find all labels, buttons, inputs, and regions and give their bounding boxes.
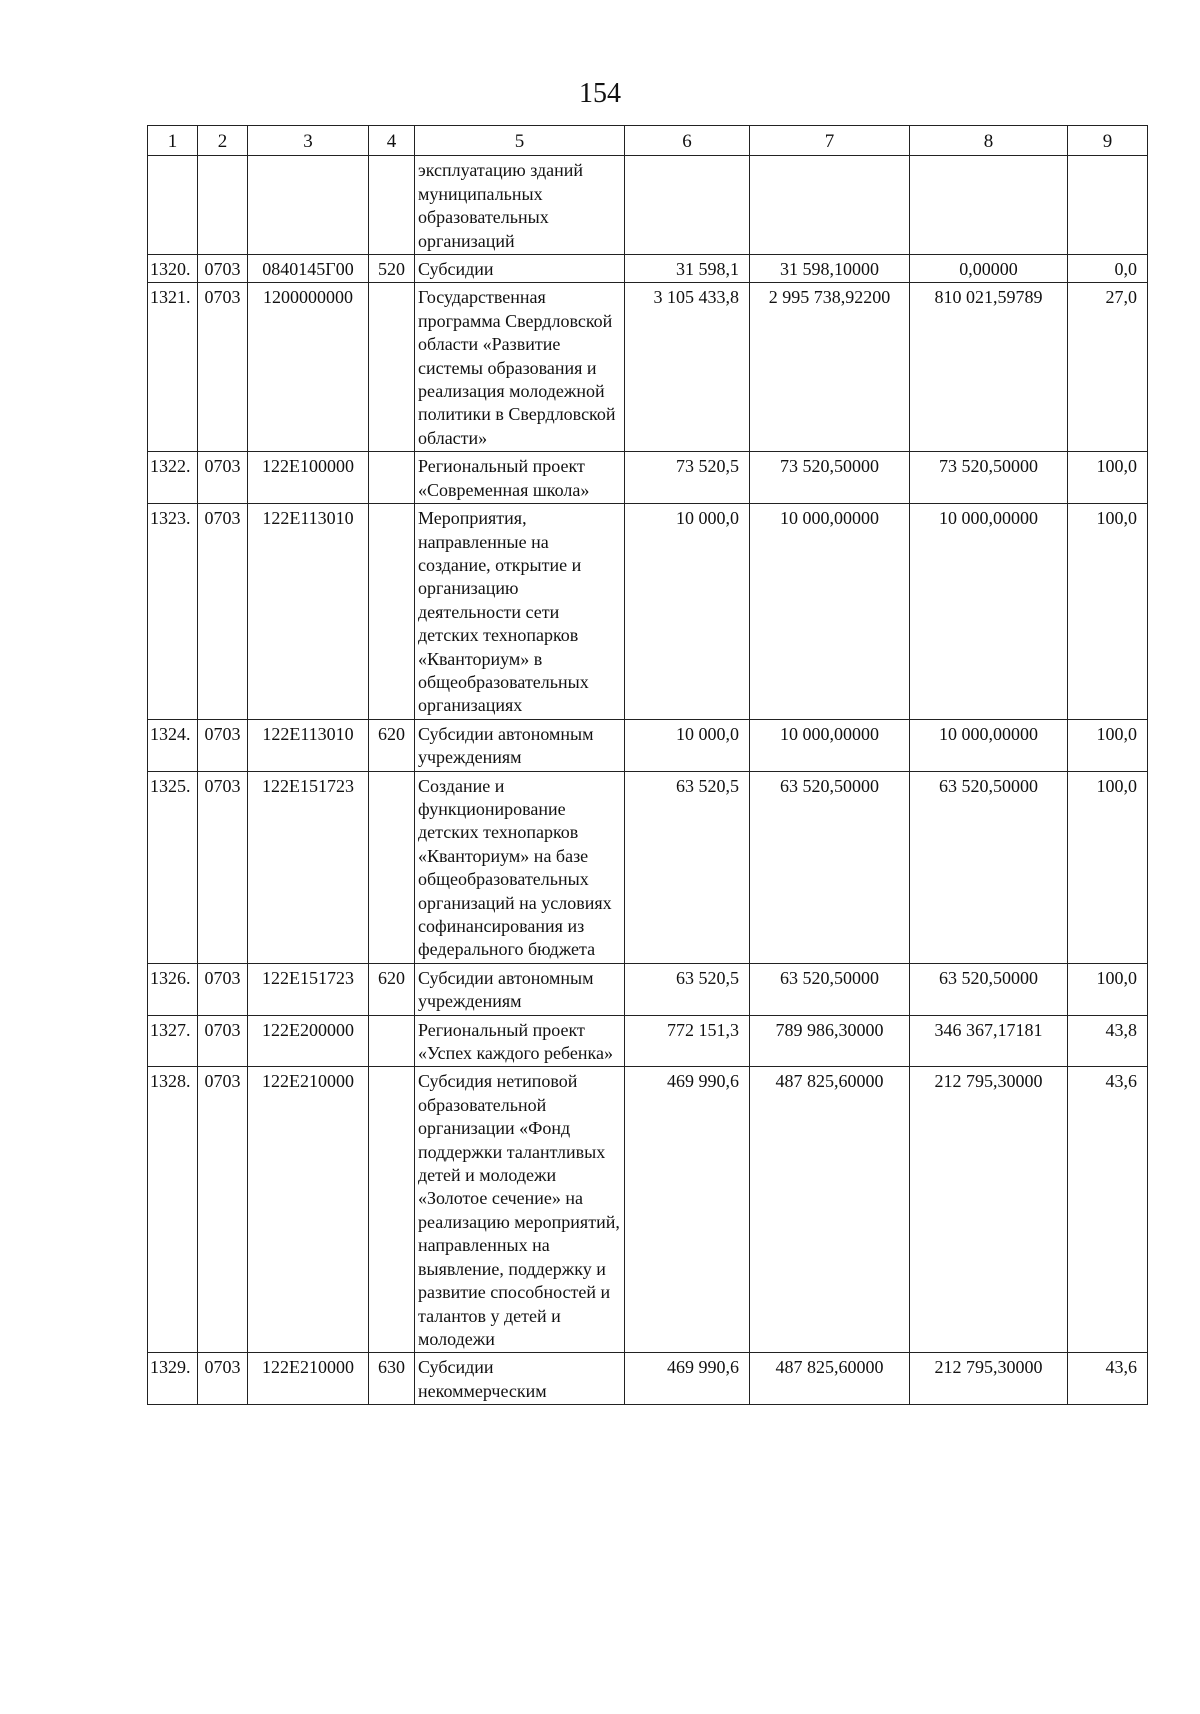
amount-col8-cell: 346 367,17181	[910, 1015, 1068, 1067]
target-code-cell: 0840145Г00	[248, 255, 369, 283]
item-name-cell: Государственная программа Свердловской области «Развитие системы образования и реализация молодежной политики в Свердловской области»	[415, 283, 625, 452]
percent-cell: 100,0	[1068, 504, 1148, 720]
amount-col6-cell: 469 990,6	[625, 1067, 750, 1353]
table-row	[148, 963, 1148, 1015]
expense-type-cell	[369, 504, 415, 720]
row-number-cell: 1323.	[148, 504, 198, 720]
percent-cell: 43,6	[1068, 1067, 1148, 1353]
section-code-cell: 0703	[198, 771, 248, 963]
expense-type-cell: 620	[369, 719, 415, 771]
section-code-cell: 0703	[198, 963, 248, 1015]
expense-type-cell	[369, 283, 415, 452]
row-number-cell: 1329.	[148, 1353, 198, 1405]
column-header: 5	[415, 126, 625, 156]
amount-col7-cell: 63 520,50000	[750, 963, 910, 1015]
amount-col7-cell: 31 598,10000	[750, 255, 910, 283]
amount-col6-cell: 469 990,6	[625, 1353, 750, 1405]
percent-cell: 0,0	[1068, 255, 1148, 283]
expense-type-cell: 620	[369, 963, 415, 1015]
row-number-cell: 1327.	[148, 1015, 198, 1067]
row-number-cell: 1322.	[148, 452, 198, 504]
amount-col6-cell: 63 520,5	[625, 771, 750, 963]
amount-col8-cell: 810 021,59789	[910, 283, 1068, 452]
item-name-cell: Региональный проект «Современная школа»	[415, 452, 625, 504]
table-row	[148, 719, 1148, 771]
expense-type-cell	[369, 452, 415, 504]
row-number-cell	[148, 156, 198, 255]
row-number-cell: 1324.	[148, 719, 198, 771]
item-name-cell: Субсидии некоммерческим	[415, 1353, 625, 1405]
expense-type-cell	[369, 1067, 415, 1353]
column-header: 7	[750, 126, 910, 156]
section-code-cell: 0703	[198, 1067, 248, 1353]
percent-cell: 100,0	[1068, 719, 1148, 771]
row-number-cell: 1320.	[148, 255, 198, 283]
item-name-cell: Создание и функционирование детских технопарков «Кванториум» на базе общеобразовательных организаций на условиях софинансирования из федерального бюджета	[415, 771, 625, 963]
target-code-cell: 122E113010	[248, 504, 369, 720]
item-name-cell: Субсидия нетиповой образовательной организации «Фонд поддержки талантливых детей и молодежи «Золотое сечение» на реализацию мероприятий, направленных на выявление, поддержку и развитие способностей и талантов у детей и молодежи	[415, 1067, 625, 1353]
table-row	[148, 156, 1148, 255]
item-name-cell: эксплуатацию зданий муниципальных образовательных организаций	[415, 156, 625, 255]
row-number-cell: 1321.	[148, 283, 198, 452]
item-name-cell: Субсидии автономным учреждениям	[415, 719, 625, 771]
row-number-cell: 1326.	[148, 963, 198, 1015]
table-row	[148, 1015, 1148, 1067]
amount-col6-cell: 63 520,5	[625, 963, 750, 1015]
table-row	[148, 1353, 1148, 1405]
table-row	[148, 504, 1148, 720]
percent-cell: 100,0	[1068, 771, 1148, 963]
target-code-cell	[248, 156, 369, 255]
section-code-cell: 0703	[198, 719, 248, 771]
percent-cell: 43,6	[1068, 1353, 1148, 1405]
amount-col7-cell: 2 995 738,92200	[750, 283, 910, 452]
amount-col8-cell: 10 000,00000	[910, 504, 1068, 720]
item-name-cell: Субсидии	[415, 255, 625, 283]
amount-col7-cell: 487 825,60000	[750, 1353, 910, 1405]
amount-col7-cell: 10 000,00000	[750, 719, 910, 771]
target-code-cell: 122E200000	[248, 1015, 369, 1067]
amount-col7-cell: 789 986,30000	[750, 1015, 910, 1067]
column-header: 9	[1068, 126, 1148, 156]
amount-col8-cell: 63 520,50000	[910, 963, 1068, 1015]
column-header: 6	[625, 126, 750, 156]
column-header: 3	[248, 126, 369, 156]
table-row	[148, 1067, 1148, 1353]
target-code-cell: 122E151723	[248, 771, 369, 963]
amount-col6-cell: 10 000,0	[625, 504, 750, 720]
amount-col7-cell: 63 520,50000	[750, 771, 910, 963]
expense-type-cell	[369, 156, 415, 255]
percent-cell: 27,0	[1068, 283, 1148, 452]
amount-col6-cell: 73 520,5	[625, 452, 750, 504]
percent-cell: 100,0	[1068, 963, 1148, 1015]
amount-col8-cell: 10 000,00000	[910, 719, 1068, 771]
amount-col7-cell	[750, 156, 910, 255]
target-code-cell: 1200000000	[248, 283, 369, 452]
amount-col8-cell: 0,00000	[910, 255, 1068, 283]
amount-col8-cell: 63 520,50000	[910, 771, 1068, 963]
item-name-cell: Региональный проект «Успех каждого ребенка»	[415, 1015, 625, 1067]
target-code-cell: 122E113010	[248, 719, 369, 771]
table-row	[148, 452, 1148, 504]
expense-type-cell: 630	[369, 1353, 415, 1405]
percent-cell: 43,8	[1068, 1015, 1148, 1067]
section-code-cell: 0703	[198, 1353, 248, 1405]
header-row	[148, 126, 1148, 156]
amount-col7-cell: 73 520,50000	[750, 452, 910, 504]
table-row	[148, 771, 1148, 963]
section-code-cell: 0703	[198, 255, 248, 283]
percent-cell: 100,0	[1068, 452, 1148, 504]
target-code-cell: 122E100000	[248, 452, 369, 504]
amount-col8-cell	[910, 156, 1068, 255]
item-name-cell: Субсидии автономным учреждениям	[415, 963, 625, 1015]
budget-table	[147, 125, 1148, 1405]
amount-col6-cell: 772 151,3	[625, 1015, 750, 1067]
table-row	[148, 255, 1148, 283]
column-header: 4	[369, 126, 415, 156]
amount-col7-cell: 487 825,60000	[750, 1067, 910, 1353]
target-code-cell: 122E151723	[248, 963, 369, 1015]
section-code-cell	[198, 156, 248, 255]
amount-col8-cell: 73 520,50000	[910, 452, 1068, 504]
expense-type-cell	[369, 771, 415, 963]
row-number-cell: 1328.	[148, 1067, 198, 1353]
target-code-cell: 122E210000	[248, 1353, 369, 1405]
section-code-cell: 0703	[198, 504, 248, 720]
percent-cell	[1068, 156, 1148, 255]
amount-col8-cell: 212 795,30000	[910, 1353, 1068, 1405]
item-name-cell: Мероприятия, направленные на создание, открытие и организацию деятельности сети детских технопарков «Кванториум» в общеобразовательных организациях	[415, 504, 625, 720]
page-number: 154	[579, 78, 621, 109]
column-header: 8	[910, 126, 1068, 156]
row-number-cell: 1325.	[148, 771, 198, 963]
amount-col7-cell: 10 000,00000	[750, 504, 910, 720]
amount-col6-cell: 10 000,0	[625, 719, 750, 771]
amount-col6-cell: 31 598,1	[625, 255, 750, 283]
amount-col6-cell	[625, 156, 750, 255]
column-header: 2	[198, 126, 248, 156]
expense-type-cell: 520	[369, 255, 415, 283]
target-code-cell: 122E210000	[248, 1067, 369, 1353]
section-code-cell: 0703	[198, 1015, 248, 1067]
expense-type-cell	[369, 1015, 415, 1067]
section-code-cell: 0703	[198, 452, 248, 504]
section-code-cell: 0703	[198, 283, 248, 452]
table-row	[148, 283, 1148, 452]
amount-col6-cell: 3 105 433,8	[625, 283, 750, 452]
amount-col8-cell: 212 795,30000	[910, 1067, 1068, 1353]
column-header: 1	[148, 126, 198, 156]
